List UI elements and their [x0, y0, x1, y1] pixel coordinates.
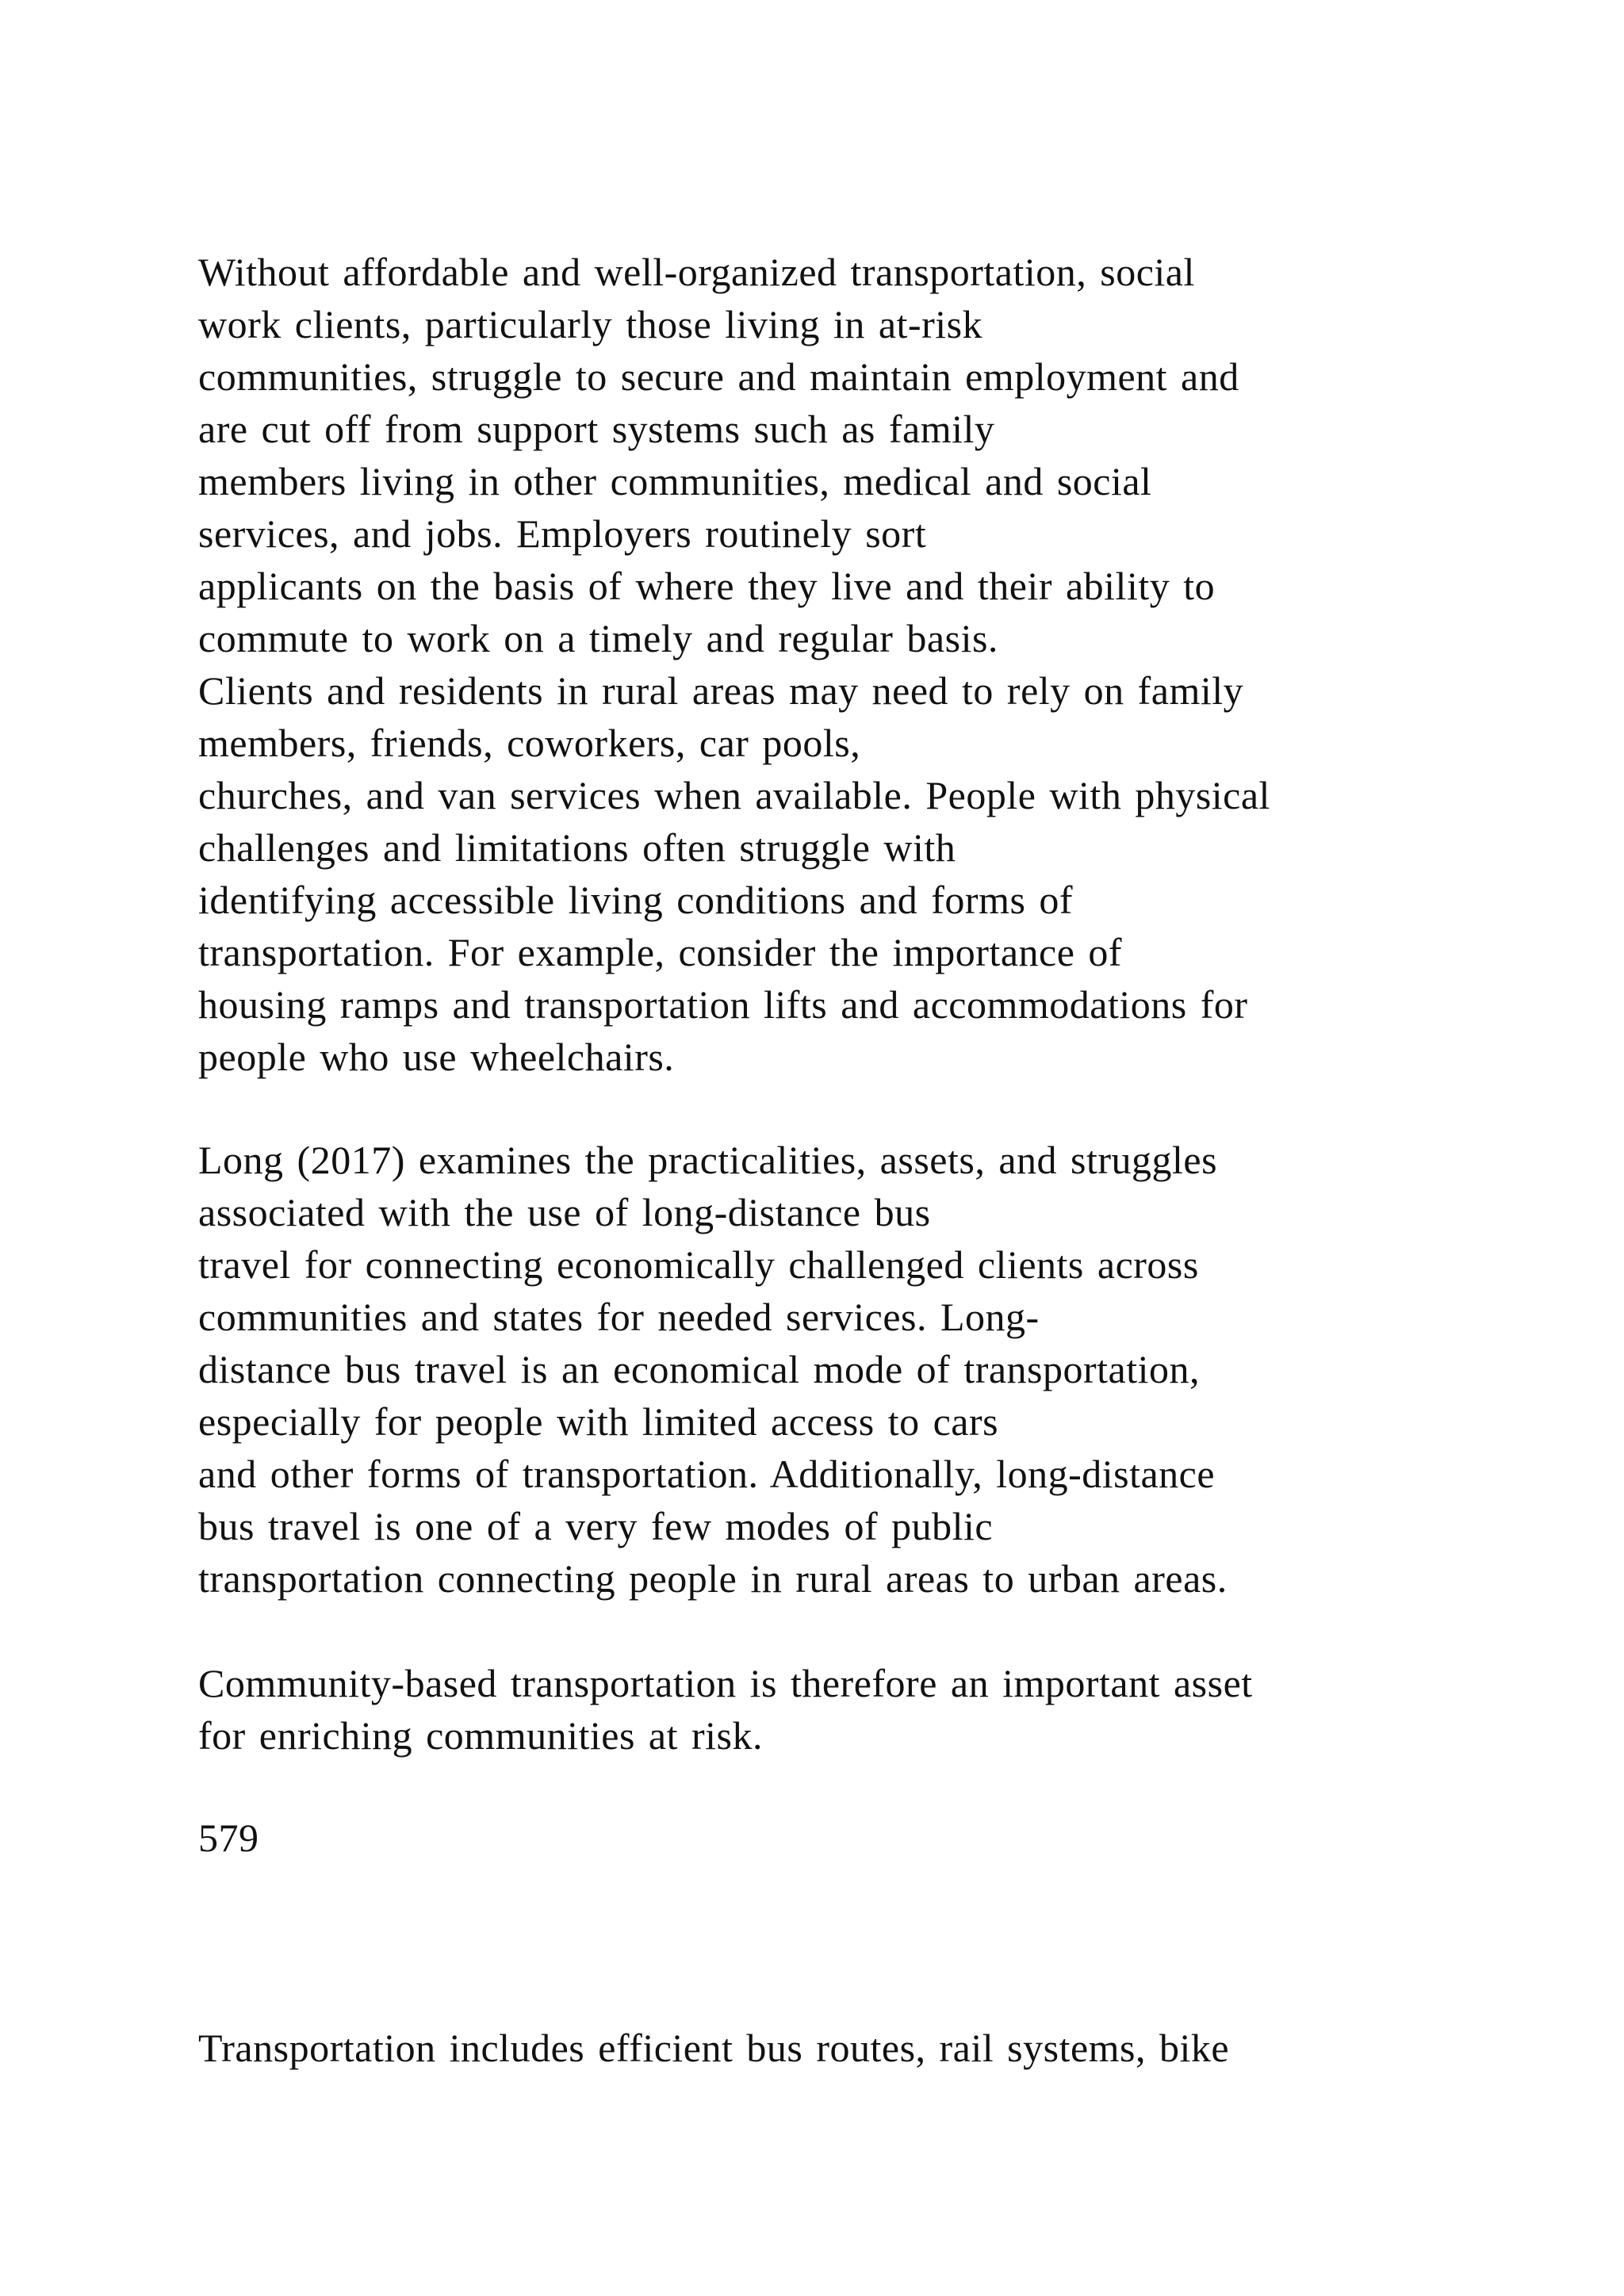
paragraph-long-distance-bus	[198, 1134, 1546, 1605]
text-line: transportation connecting people in rural areas to urban areas.	[198, 1556, 1228, 1601]
text-line: churches, and van services when available. People with physical	[198, 773, 1270, 817]
text-line: distance bus travel is an economical mode of transportation,	[198, 1347, 1201, 1391]
text-line: especially for people with limited access to cars	[198, 1399, 999, 1444]
text-line: applicants on the basis of where they live and their ability to	[198, 564, 1216, 608]
text-line: travel for connecting economically challenged clients across	[198, 1242, 1199, 1287]
text-line: for enriching communities at risk.	[198, 1713, 764, 1758]
text-line: bus travel is one of a very few modes of public	[198, 1504, 994, 1548]
page-number-text: 579	[198, 1816, 259, 1860]
text-line: Community-based transportation is therefore an important asset	[198, 1661, 1253, 1705]
text-line: challenges and limitations often struggle with	[198, 825, 956, 870]
text-line: and other forms of transportation. Additionally, long-distance	[198, 1452, 1216, 1496]
text-line: Long (2017) examines the practicalities, assets, and struggles	[198, 1138, 1218, 1182]
text-line: housing ramps and transportation lifts and accommodations for	[198, 982, 1248, 1027]
page-number	[198, 1812, 1546, 1864]
text-line: communities, struggle to secure and maintain employment and	[198, 354, 1239, 399]
text-line: Transportation includes efficient bus routes, rail systems, bike	[198, 2026, 1230, 2070]
text-line: work clients, particularly those living in at-risk	[198, 302, 983, 346]
text-line: members living in other communities, medical and social	[198, 459, 1152, 503]
paragraph-continuation	[198, 2022, 1546, 2074]
text-line: identifying accessible living conditions and forms of	[198, 878, 1074, 922]
paragraph-community-transportation	[198, 1657, 1546, 1762]
text-line: communities and states for needed services. Long-	[198, 1295, 1040, 1339]
text-line: Clients and residents in rural areas may need to rely on family	[198, 668, 1244, 713]
text-line: commute to work on a timely and regular basis.	[198, 616, 998, 660]
text-line: Without affordable and well-organized transportation, social	[198, 250, 1195, 294]
text-line: transportation. For example, consider the importance of	[198, 930, 1123, 974]
text-line: are cut off from support systems such as family	[198, 407, 995, 451]
text-line: associated with the use of long-distance bus	[198, 1190, 931, 1234]
text-line: services, and jobs. Employers routinely sort	[198, 511, 927, 556]
text-line: members, friends, coworkers, car pools,	[198, 721, 861, 765]
text-line: people who use wheelchairs.	[198, 1035, 675, 1079]
paragraph-transportation-access	[198, 246, 1546, 1083]
